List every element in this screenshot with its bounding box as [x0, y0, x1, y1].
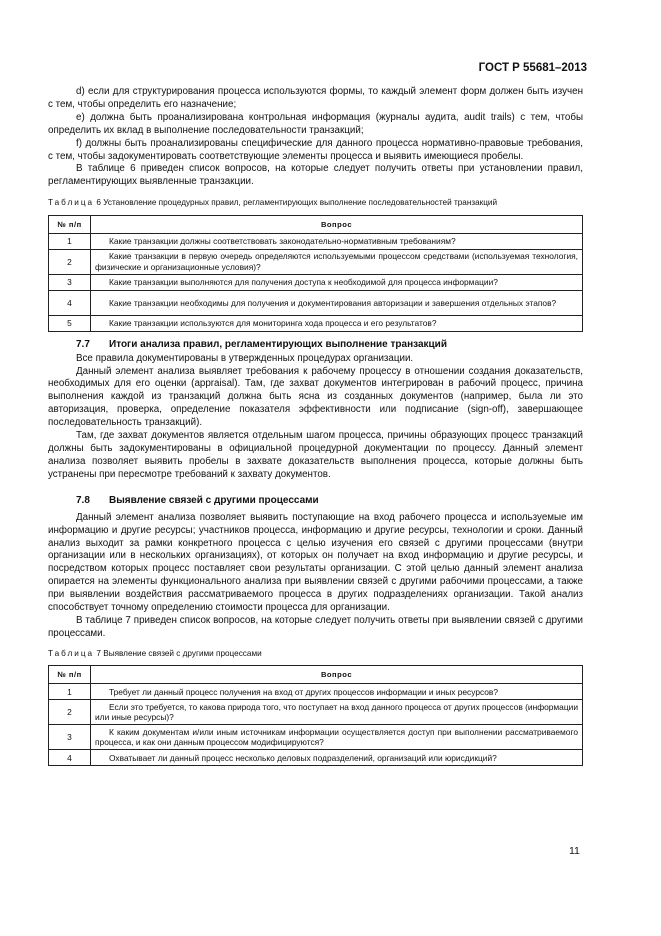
row-question: Какие транзакции необходимы для получения и документирования авторизации и завершения отдельных этапов?: [91, 290, 583, 315]
row-question: Какие транзакции в первую очередь определяются используемыми процессом средствами (используемая технология, физические и организационные условия)?: [91, 249, 583, 274]
section-title: Итоги анализа правил, регламентирующих выполнение транзакций: [109, 338, 447, 350]
row-number: 1: [49, 233, 91, 249]
table-row: [49, 750, 583, 766]
row-number: 2: [49, 249, 91, 274]
table7-col-question: Вопрос: [91, 666, 583, 684]
table7-caption: [48, 649, 583, 659]
table-row: [49, 725, 583, 750]
section-number: 7.7: [76, 338, 90, 350]
section-7-8-paragraph: Данный элемент анализа позволяет выявить поступающие на вход рабочего процесса и используемые им информацию и другие ресурсы; участников процесса, информацию и другие ресурсы, технологии и сроки. Данный анализ выходит за рамки конкретного процесса с целью изучения его связей с другими процессами (внутри организации или в нескольких организациях), от которых он получает на вход информацию и другие ресурсы, и посредством которых процесс поставляет свои результаты организации. С этой целью данный элемент анализа опирается на элементы функционального анализа при выявлении связей с другими рабочими процессами, а также при выявлении воздействия рассматриваемого процесса в других подразделениях организации. Такой анализ способствует точному определению стоимости процесса для организации.: [48, 511, 583, 614]
row-number: 5: [49, 315, 91, 331]
row-number: 4: [49, 290, 91, 315]
row-question: Какие транзакции используются для мониторинга хода процесса и его результатов?: [91, 315, 583, 331]
section-7-8-paragraph: В таблице 7 приведен список вопросов, на которые следует получить ответы при выявлении связей с другими процессами.: [48, 614, 583, 639]
list-item-d: d) если для структурирования процесса используются формы, то каждый элемент форм должен быть изучен с тем, чтобы определить его назначение;: [48, 86, 583, 110]
table6-intro-paragraph: В таблице 6 приведен список вопросов, на которые следует получить ответы при установлении правил, регламентирующих выявленные транзакции.: [48, 163, 583, 188]
section-7-7-heading: [48, 339, 583, 350]
list-item-f: f) должны быть проанализированы специфические для данного процесса нормативно-правовые требования, с тем, чтобы задокументировать соответствующие элементы процесса и выявить имеющиеся пробелы.: [48, 137, 583, 162]
table7-caption-text: Выявление связей с другими процессами: [103, 648, 262, 658]
section-7-8-heading: [48, 495, 583, 506]
section-number: 7.8: [76, 494, 90, 506]
section-7-7-paragraph: Все правила документированы в утвержденных процедурах организации.: [76, 352, 414, 364]
section-7-7-paragraph: Там, где захват документов является отдельным шагом процесса, причины образующих процесс транзакций должны быть задокументированы в официальной процедурной документации по процессу. Данный элемент анализа позволяет выявить пробелы в захвате доказательств выполнения процесса, которые должны быть устранены при пересмотре требований к захвату документов.: [48, 430, 583, 480]
table-row: [49, 700, 583, 725]
table-row: [49, 315, 583, 331]
table-7: [48, 665, 583, 766]
table6-caption-number: 6: [96, 198, 101, 208]
table-6: [48, 215, 583, 332]
table-row: [49, 274, 583, 290]
document-id: ГОСТ Р 55681–2013: [478, 62, 587, 74]
table6-caption: [48, 198, 583, 208]
table6-col-number: № п/п: [49, 215, 91, 233]
row-question: Какие транзакции должны соответствовать законодательно-нормативным требованиям?: [91, 233, 583, 249]
page-number: 11: [569, 845, 580, 857]
row-question: Требует ли данный процесс получения на вход от других процессов информации и иных ресурсов?: [91, 684, 583, 700]
section-title: Выявление связей с другими процессами: [109, 494, 319, 506]
row-number: 3: [49, 725, 91, 750]
list-item-e: e) должна быть проанализирована контрольная информация (журналы аудита, audit trails) с тем, чтобы определить их вклад в выполнение последовательности транзакций;: [48, 111, 583, 136]
table7-col-number: № п/п: [49, 666, 91, 684]
row-question: Какие транзакции выполняются для получения доступа к необходимой для процесса информации?: [91, 274, 583, 290]
table-row: [49, 290, 583, 315]
page-body: [48, 86, 583, 766]
row-question: Охватывает ли данный процесс несколько деловых подразделений, организаций или юрисдикций?: [91, 750, 583, 766]
table7-caption-lead: Таблица: [48, 648, 95, 658]
table-row: [49, 233, 583, 249]
table6-caption-text: Установление процедурных правил, регламентирующих выполнение последовательностей транзакций: [103, 198, 498, 208]
table6-caption-lead: Таблица: [48, 198, 95, 208]
row-number: 3: [49, 274, 91, 290]
row-question: Если это требуется, то какова природа того, что поступает на вход данного процесса от других процессов (информации или иные ресурсы)?: [91, 700, 583, 725]
table7-caption-number: 7: [96, 648, 101, 658]
table-row: [49, 249, 583, 274]
table6-col-question: Вопрос: [91, 215, 583, 233]
row-number: 1: [49, 684, 91, 700]
row-number: 4: [49, 750, 91, 766]
section-7-7-paragraph: Данный элемент анализа выявляет требования к рабочему процессу в отношении создания доказательств, необходимых для его оценки (appraisal). Там, где захват документов интегрирован в рабочий процесс, причина выполнения каждой из транзакций должна быть ясна из созданных документов (например, была ли это авторизация, проверка, определение показателя эффективности или подписание (sign-off), завершающее последовательность транзакций).: [48, 365, 583, 429]
table-row: [49, 684, 583, 700]
row-question: К каким документам и/или иным источникам информации осуществляется доступ при выполнении рассматриваемого процесса, и как они данным процессом модифицируются?: [91, 725, 583, 750]
row-number: 2: [49, 700, 91, 725]
